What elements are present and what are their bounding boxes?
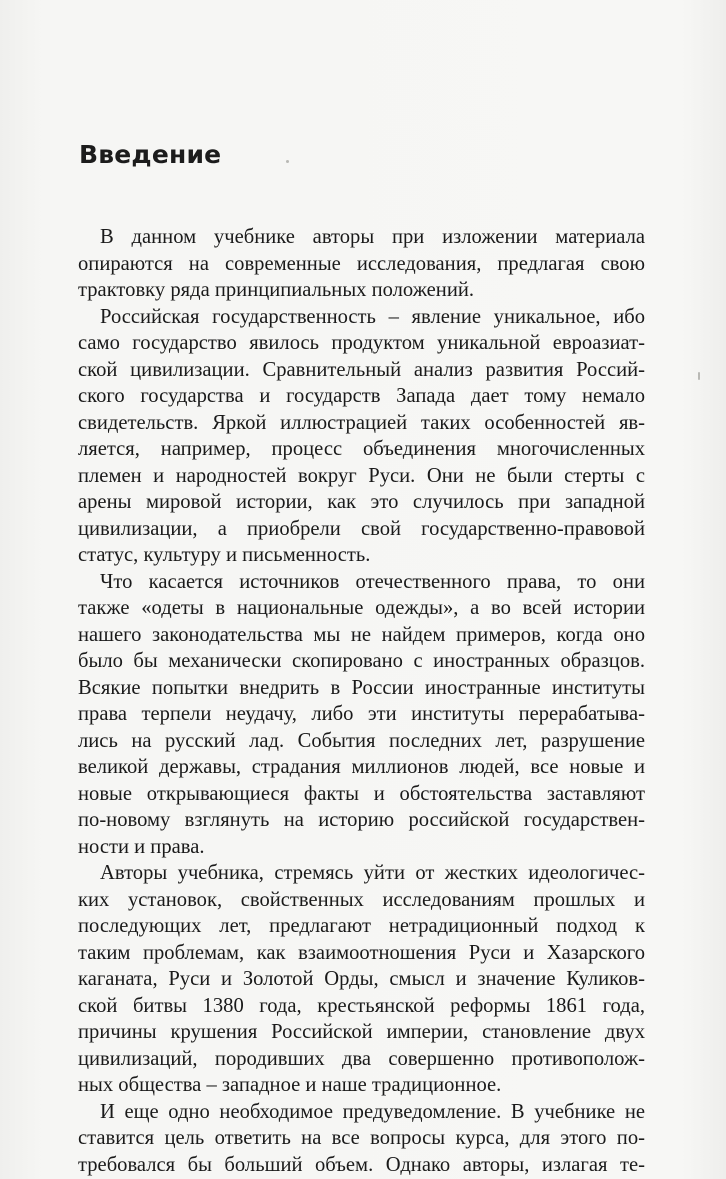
text-line: причины крушения Российской империи, становление двух: [78, 1021, 645, 1043]
text-line: цивилизаций, породивших два совершенно противополож-: [78, 1047, 645, 1070]
scan-speck: [698, 372, 700, 380]
text-line: ставится цель ответить на все вопросы курса, для этого по-: [78, 1127, 645, 1149]
text-line: само государство явилось продуктом уникальной евроазиат-: [78, 332, 645, 354]
text-line: было бы механически скопировано с иностранных образцов.: [78, 650, 645, 672]
text-line: ской битвы 1380 года, крестьянской реформы 1861 года,: [78, 994, 645, 1017]
text-line: таким проблемам, как взаимоотношения Руси и Хазарского: [78, 941, 645, 964]
text-line: цивилизации, а приобрели свой государственно-правовой: [78, 517, 645, 540]
text-line: племен и народностей вокруг Руси. Они не были стерты с: [78, 464, 645, 487]
text-line: Авторы учебника, стремясь уйти от жестких идеологичес-: [100, 862, 645, 884]
text-line: лись на русский лад. События последних лет, разрушение: [78, 729, 645, 752]
text-line: И еще одно необходимое предуведомление. В учебнике не: [100, 1100, 645, 1123]
text-line: В данном учебнике авторы при изложении материала: [100, 226, 645, 248]
paragraph: [78, 224, 645, 304]
text-line: права терпели неудачу, либо эти институты перерабатыва-: [78, 703, 645, 725]
text-line: ляется, например, процесс объединения многочисленных: [78, 438, 645, 460]
chapter-heading: Введение: [79, 140, 222, 169]
text-line: новые открывающиеся факты и обстоятельства заставляют: [78, 782, 645, 805]
paragraph: [78, 860, 645, 1099]
text-line: великой державы, страдания миллионов людей, все новые и: [78, 756, 645, 778]
text-line: трактовку ряда принципиальных положений.: [78, 279, 475, 301]
text-line: также «одеты в национальные одежды», а во всей истории: [78, 597, 645, 619]
text-line: по-новому взглянуть на историю российской государствен-: [78, 809, 645, 831]
paragraph: [78, 1099, 645, 1179]
text-line: каганата, Руси и Золотой Орды, смысл и значение Куликов-: [78, 968, 645, 990]
text-line: Всякие попытки внедрить в России иностранные институты: [78, 676, 645, 699]
text-line: последующих лет, предлагают нетрадиционный подход к: [78, 915, 645, 937]
text-line: Российская государственность – явление уникальное, ибо: [100, 305, 645, 328]
text-line: ского государства и государств Запада дает тому немало: [78, 385, 645, 407]
text-line: Что касается источников отечественного права, то они: [100, 570, 645, 593]
text-line: ской цивилизации. Сравнительный анализ развития Россий-: [78, 358, 645, 381]
text-line: свидетельств. Яркой иллюстрацией таких особенностей яв-: [78, 411, 645, 434]
text-line: ких установок, свойственных исследованиям прошлых и: [78, 888, 645, 911]
paragraph: [78, 304, 645, 569]
text-line: ности и права.: [78, 835, 205, 858]
paragraph: [78, 569, 645, 861]
text-line: статус, культуру и письменность.: [78, 544, 371, 566]
body-text: [78, 224, 645, 1178]
text-line: требовался бы больший объем. Однако авторы, излагая те-: [78, 1153, 645, 1176]
text-line: нашего законодательства мы не найдем примеров, когда оно: [78, 623, 645, 646]
text-line: арены мировой истории, как это случилось при западной: [78, 491, 645, 513]
text-line: опираются на современные исследования, предлагая свою: [78, 252, 645, 275]
scan-speck: [286, 160, 289, 163]
text-line: ных общества – западное и наше традиционное.: [78, 1074, 502, 1096]
